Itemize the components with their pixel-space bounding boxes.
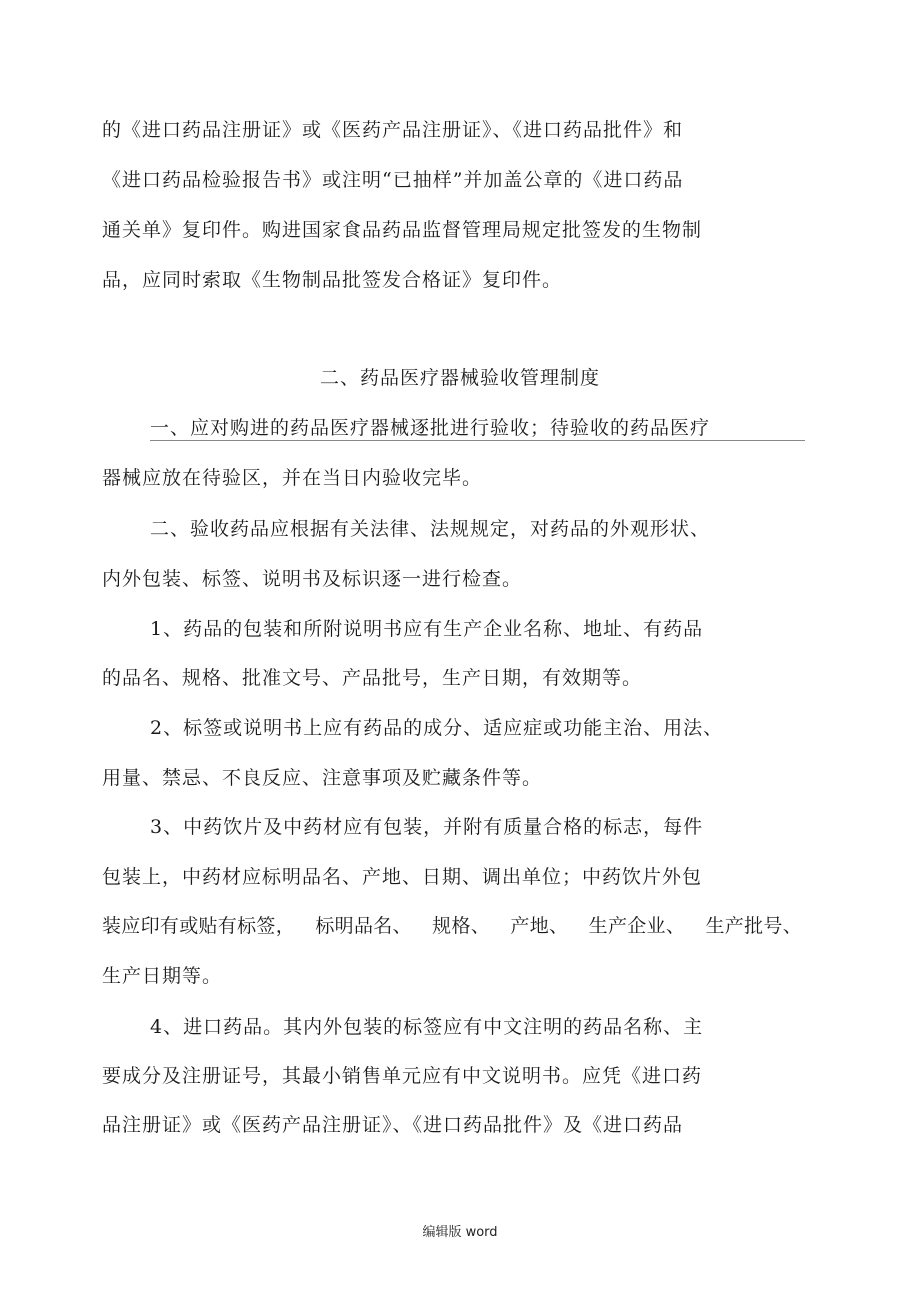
page-footer: 编辑版 word xyxy=(422,1225,498,1240)
paragraph-line: 生产日期等。 xyxy=(102,965,223,987)
paragraph-line: 品，应同时索取《生物制品批签发合格证》复印件。 xyxy=(102,269,563,291)
paragraph-line: 3、中药饮片及中药材应有包装，并附有质量合格的标志，每件 xyxy=(150,816,704,838)
paragraph-line: 1、药品的包装和所附说明书应有生产企业名称、地址、有药品 xyxy=(150,618,704,640)
divider xyxy=(150,440,805,441)
paragraph-line: 器械应放在待验区，并在当日内验收完毕。 xyxy=(102,467,483,489)
paragraph-line: 用量、禁忌、不良反应、注意事项及贮藏条件等。 xyxy=(102,767,543,789)
paragraph-line: 品注册证》或《医药产品注册证》、《进口药品批件》及《进口药品 xyxy=(102,1114,684,1136)
paragraph-line: 包装上，中药材应标明品名、产地、日期、调出单位；中药饮片外包 xyxy=(102,866,703,888)
paragraph-line: 《进口药品检验报告书》或注明“已抽样”并加盖公章的《进口药品 xyxy=(102,169,684,191)
paragraph-line: 内外包装、标签、说明书及标识逐一进行检查。 xyxy=(102,568,523,590)
paragraph-line: 的品名、规格、批准文号、产品批号，生产日期，有效期等。 xyxy=(102,667,643,689)
paragraph-line: 二、验收药品应根据有关法律、法规规定，对药品的外观形状、 xyxy=(150,518,711,540)
paragraph-line: 2、标签或说明书上应有药品的成分、适应症或功能主治、用法、 xyxy=(150,717,724,739)
paragraph-line: 的《进口药品注册证》或《医药产品注册证》、《进口药品批件》和 xyxy=(102,119,684,141)
paragraph-line: 装应印有或贴有标签， 标明品名、 规格、 产地、 生产企业、 生产批号、 xyxy=(102,915,802,937)
section-title: 二、药品医疗器械验收管理制度 xyxy=(319,367,600,389)
paragraph-line: 要成分及注册证号，其最小销售单元应有中文说明书。应凭《进口药 xyxy=(102,1065,703,1087)
paragraph-line: 通关单》复印件。购进国家食品药品监督管理局规定批签发的生物制 xyxy=(102,219,703,241)
paragraph-line: 4、进口药品。其内外包装的标签应有中文注明的药品名称、主 xyxy=(150,1016,704,1038)
paragraph-line: 一、应对购进的药品医疗器械逐批进行验收；待验收的药品医疗 xyxy=(150,417,711,439)
